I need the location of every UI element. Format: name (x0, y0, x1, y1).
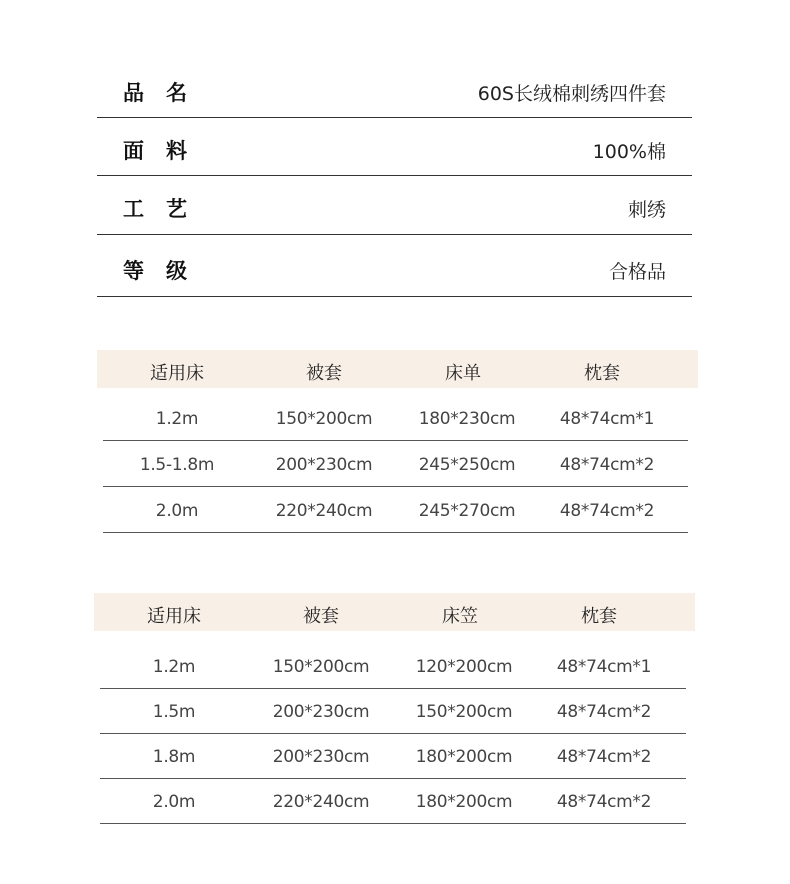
table-cell: 2.0m (152, 792, 196, 812)
table-cell: 245*250cm (418, 455, 516, 475)
table-cell: 245*270cm (418, 501, 516, 521)
table-cell: 220*240cm (272, 792, 370, 812)
product-spec-list (97, 60, 692, 297)
table-cell: 48*74cm*1 (556, 657, 652, 677)
spec-value: 60S长绒棉刺绣四件套 (477, 83, 666, 105)
table-cell: 180*230cm (418, 409, 516, 429)
table-cell: 48*74cm*2 (559, 501, 655, 521)
column-header: 枕套 (584, 363, 620, 384)
size-table-fitted (94, 593, 695, 823)
column-header: 被套 (303, 606, 339, 627)
table-cell: 48*74cm*2 (559, 455, 655, 475)
spec-value: 100%棉 (592, 141, 666, 163)
table-row (103, 395, 688, 441)
column-header: 枕套 (581, 606, 617, 627)
table-cell: 1.8m (152, 747, 196, 767)
table-row (100, 688, 686, 734)
table-cell: 180*200cm (415, 792, 513, 812)
spec-value: 合格品 (608, 261, 666, 283)
spec-label: 面料 (123, 139, 209, 163)
table-header (97, 350, 698, 388)
table-cell: 48*74cm*2 (556, 792, 652, 812)
table-cell: 200*230cm (272, 702, 370, 722)
spec-row-fabric (97, 118, 692, 176)
table-row (100, 733, 686, 779)
table-cell: 1.5m (152, 702, 196, 722)
spec-label: 品名 (123, 81, 209, 105)
spec-value: 刺绣 (627, 199, 666, 221)
table-cell: 120*200cm (415, 657, 513, 677)
spec-row-grade (97, 235, 692, 297)
spec-row-name (97, 60, 692, 118)
spec-label: 工艺 (123, 197, 209, 221)
table-header (94, 593, 695, 631)
table-cell: 200*230cm (272, 747, 370, 767)
column-header: 床单 (445, 363, 481, 384)
table-cell: 200*230cm (275, 455, 373, 475)
spec-label: 等级 (123, 259, 209, 283)
table-row (100, 643, 686, 689)
table-cell: 150*200cm (275, 409, 373, 429)
table-cell: 1.2m (152, 657, 196, 677)
table-cell: 220*240cm (275, 501, 373, 521)
table-cell: 1.2m (155, 409, 199, 429)
table-row (100, 778, 686, 824)
table-cell: 48*74cm*2 (556, 702, 652, 722)
table-cell: 150*200cm (272, 657, 370, 677)
table-cell: 150*200cm (415, 702, 513, 722)
table-row (103, 487, 688, 533)
column-header: 适用床 (147, 606, 201, 627)
table-cell: 48*74cm*1 (559, 409, 655, 429)
column-header: 适用床 (150, 363, 204, 384)
table-row (103, 441, 688, 487)
table-cell: 1.5-1.8m (139, 455, 215, 475)
size-table-sheet (97, 350, 698, 533)
spec-row-craft (97, 176, 692, 235)
table-cell: 48*74cm*2 (556, 747, 652, 767)
table-cell: 2.0m (155, 501, 199, 521)
table-cell: 180*200cm (415, 747, 513, 767)
column-header: 被套 (306, 363, 342, 384)
column-header: 床笠 (442, 606, 478, 627)
